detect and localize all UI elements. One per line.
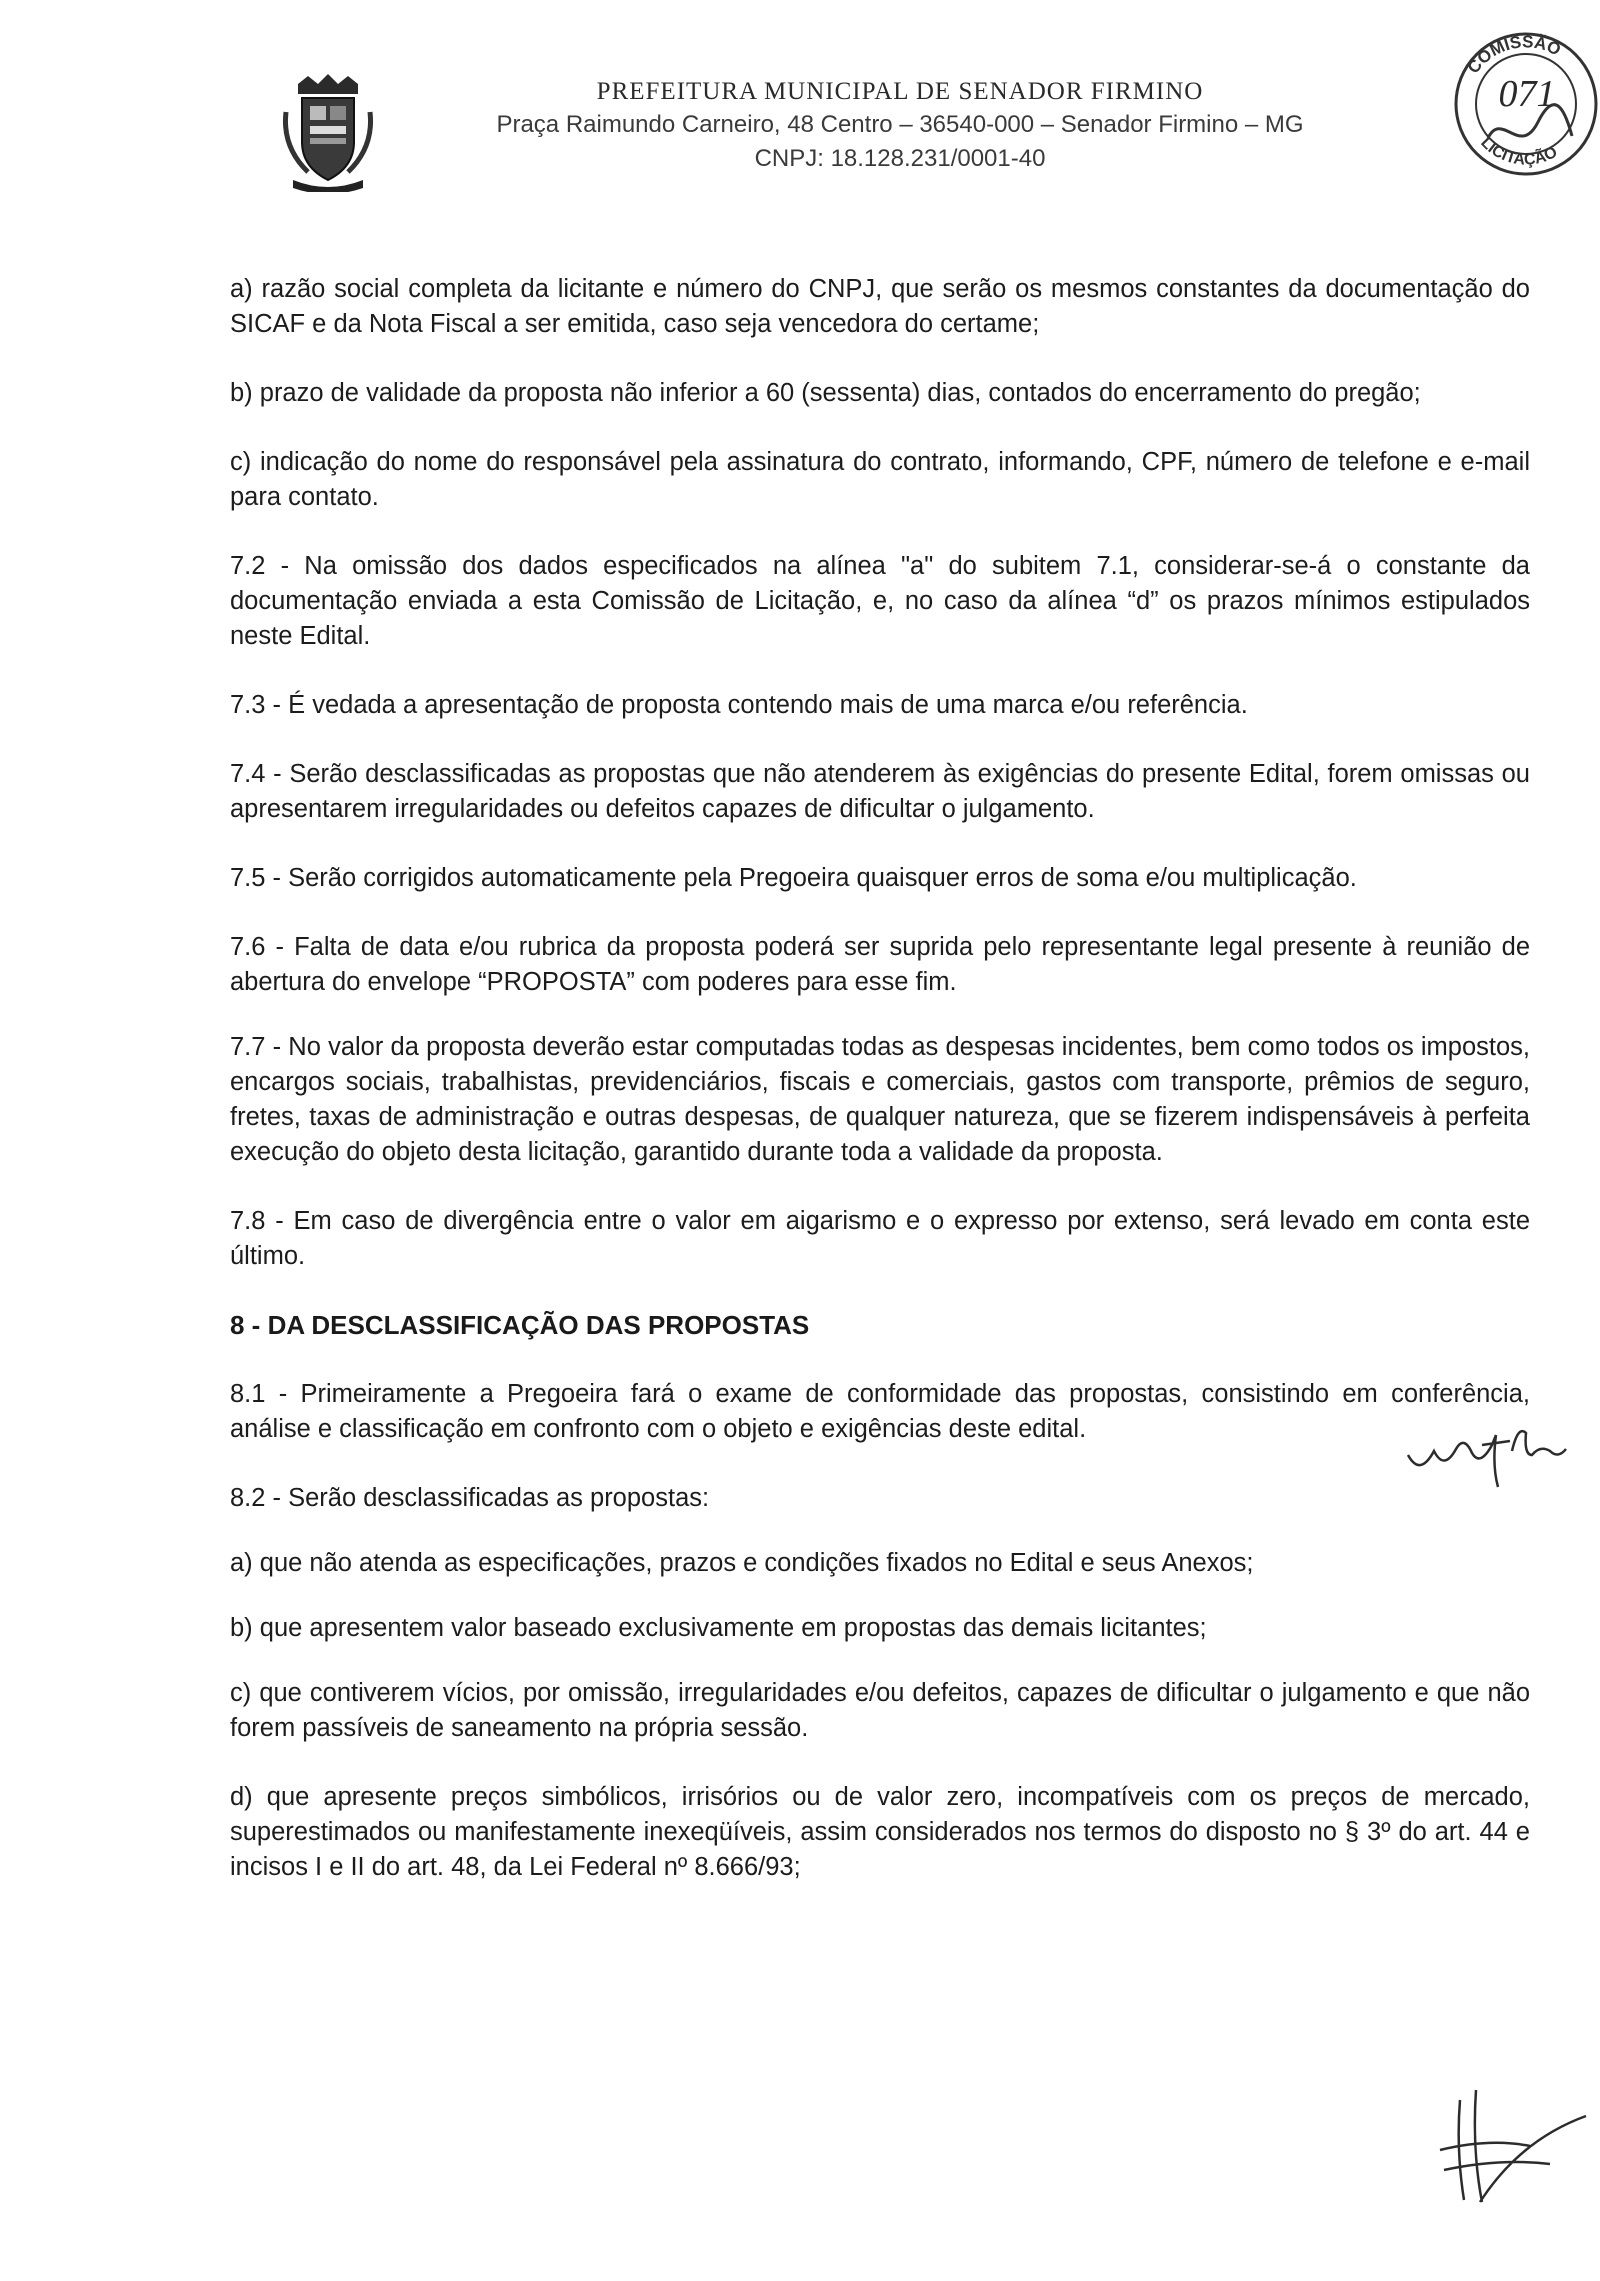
- clause-8-2: 8.2 - Serão desclassificadas as propostas:: [230, 1484, 710, 1512]
- item-c-paragraph: c) indicação do nome do responsável pela assinatura do contrato, informando, CPF, número de telefone e e-mail para contato.: [230, 448, 1530, 511]
- clause-8-1: 8.1 - Primeiramente a Pregoeira fará o exame de conformidade das propostas, consistindo em conferência, análise e classificação em confronto com o objeto e exigências deste edital.: [230, 1380, 1530, 1443]
- clause-7-6: 7.6 - Falta de data e/ou rubrica da proposta poderá ser suprida pelo representante legal presente à reunião de abertura do envelope “PROPOSTA” com poderes para esse fim.: [230, 933, 1530, 996]
- stamp-number: 071: [1498, 73, 1556, 115]
- clause-8-2-b: b) que apresentem valor baseado exclusivamente em propostas das demais licitantes;: [230, 1614, 1207, 1642]
- section-8-title: 8 - DA DESCLASSIFICAÇÃO DAS PROPOSTAS: [230, 1310, 810, 1340]
- clause-7-7: 7.7 - No valor da proposta deverão estar computadas todas as despesas incidentes, bem como todos os impostos, encargos sociais, trabalhistas, previdenciários, fiscais e comerciais, gastos com transporte, prêmios de seguro, fretes, taxas de administração e outras despesas, de qualquer natureza, que se fizerem indispensáveis à perfeita execução do objeto desta licitação, garantido durante toda a validade da proposta.: [230, 1033, 1530, 1166]
- item-a-paragraph: a) razão social completa da licitante e número do CNPJ, que serão os mesmos constantes da documentação do SICAF e da Nota Fiscal a ser emitida, caso seja vencedora do certame;: [230, 275, 1530, 338]
- clause-7-2: 7.2 - Na omissão dos dados especificados na alínea "a" do subitem 7.1, considerar-se-á o constante da documentação enviada a esta Comissão de Licitação, e, no caso da alínea “d” os prazos mínimos estipulados neste Edital.: [230, 552, 1530, 650]
- clause-7-8: 7.8 - Em caso de divergência entre o valor em aigarismo e o expresso por extenso, será levado em conta este último.: [230, 1207, 1530, 1270]
- municipal-crest-icon: [278, 72, 378, 192]
- document-body: [230, 272, 1530, 1919]
- letterhead-title: PREFEITURA MUNICIPAL DE SENADOR FIRMINO: [596, 78, 1204, 105]
- item-b-paragraph: b) prazo de validade da proposta não inferior a 60 (sessenta) dias, contados do encerramento do pregão;: [230, 379, 1421, 407]
- signature-icon: [1420, 2080, 1590, 2220]
- clause-8-2-a: a) que não atenda as especificações, prazos e condições fixados no Edital e seus Anexos;: [230, 1549, 1254, 1577]
- clause-8-2-d: d) que apresente preços simbólicos, irrisórios ou de valor zero, incompatíveis com os preços de mercado, superestimados ou manifestamente inexeqüíveis, assim considerados nos termos do disposto no § 3º do art. 44 e incisos I e II do art. 48, da Lei Federal nº 8.666/93;: [230, 1783, 1530, 1881]
- letterhead: [400, 78, 1400, 178]
- clause-7-4: 7.4 - Serão desclassificadas as propostas que não atenderem às exigências do presente Edital, forem omissas ou apresentarem irregularidades ou defeitos capazes de dificultar o julgamento.: [230, 760, 1530, 823]
- letterhead-address: Praça Raimundo Carneiro, 48 Centro – 36540-000 – Senador Firmino – MG: [496, 111, 1304, 138]
- clause-8-2-c: c) que contiverem vícios, por omissão, irregularidades e/ou defeitos, capazes de dificultar o julgamento e que não forem passíveis de saneamento na própria sessão.: [230, 1679, 1530, 1742]
- svg-text:LICITAÇÃO: LICITAÇÃO: [1477, 134, 1561, 169]
- clause-7-3: 7.3 - É vedada a apresentação de proposta contendo mais de uma marca e/ou referência.: [230, 691, 1248, 719]
- clause-7-5: 7.5 - Serão corrigidos automaticamente pela Pregoeira quaisquer erros de soma e/ou multiplicação.: [230, 864, 1357, 892]
- letterhead-cnpj: CNPJ: 18.128.231/0001-40: [754, 145, 1046, 172]
- signature-icon: [1400, 1405, 1570, 1495]
- svg-text:COMISSÃO: COMISSÃO: [1463, 32, 1564, 78]
